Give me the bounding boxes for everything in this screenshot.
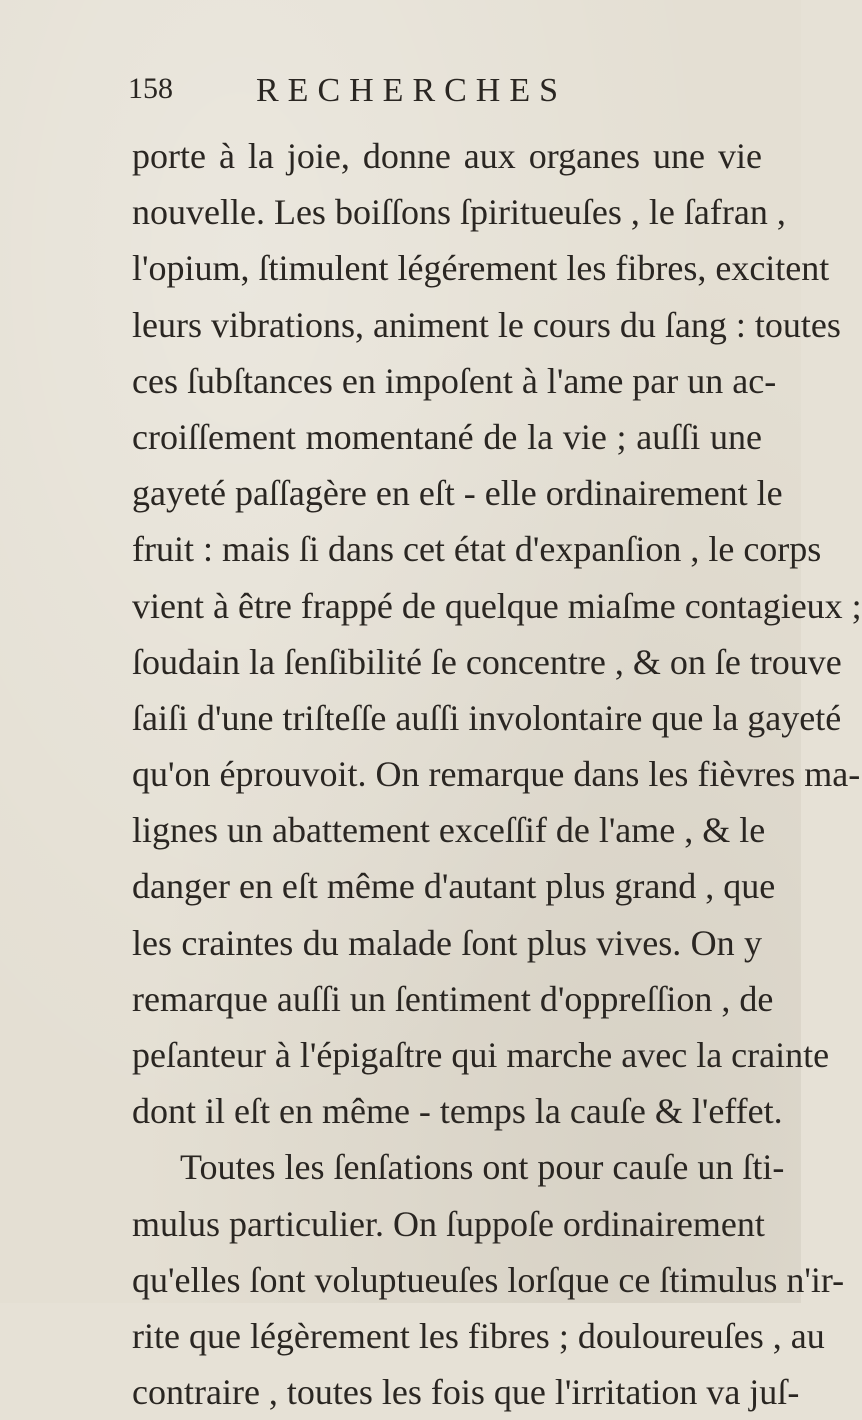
text-line: fruit : mais ſi dans cet état d'expanſion , le corps [132,529,822,570]
text-line: qu'on éprouvoit. On remarque dans les fièvres ma- [132,754,861,795]
text-line: leurs vibrations, animent le cours du ſang : toutes [132,304,841,345]
text-line: ſoudain la ſenſibilité ſe concentre , & on ſe trouve [132,641,842,682]
text-line: contraire , toutes les fois que l'irritation va juſ- [132,1372,800,1413]
text-line: ſaiſi d'une triſteſſe auſſi involontaire que la gayeté [132,697,842,738]
text-line: peſanteur à l'épigaſtre qui marche avec la crainte [132,1035,830,1075]
text-line: gayeté paſſagère en eſt - elle ordinairement le [132,473,783,514]
text-line: rite que légèrement les fibres ; douloureuſes , au [132,1315,825,1356]
running-head [128,72,688,112]
paragraph-end-line: dont il eſt en même - temps la cauſe & l'effet. [132,1091,783,1132]
page-number: 158 [128,72,173,105]
text-line: mulus particulier. On ſuppoſe ordinairement [132,1203,765,1244]
text-line: croiſſement momentané de la vie ; auſſi une [132,416,762,457]
text-line: porte à la joie, donne aux organes une vie [132,136,762,176]
text-line: les craintes du malade ſont plus vives. On y [132,922,762,963]
text-line: vient à être frappé de quelque miaſme contagieux ; [132,585,862,626]
body-text [132,128,862,1420]
text-line: qu'elles ſont voluptueuſes lorſque ce ſtimulus n'ir- [132,1259,845,1300]
text-line: danger en eſt même d'autant plus grand , que [132,866,776,907]
text-line: nouvelle. Les boiſſons ſpiritueuſes , le ſafran , [132,192,786,233]
running-title: RECHERCHES [256,72,568,109]
text-line: remarque auſſi un ſentiment d'oppreſſion , de [132,978,774,1019]
text-line: ces ſubſtances en impoſent à l'ame par un ac- [132,360,777,401]
paragraph-start-line: Toutes les ſenſations ont pour cauſe un ſti- [180,1147,785,1188]
text-line: l'opium, ſtimulent légérement les fibres, excitent [132,248,830,289]
text-line: lignes un abattement exceſſif de l'ame , & le [132,810,766,851]
